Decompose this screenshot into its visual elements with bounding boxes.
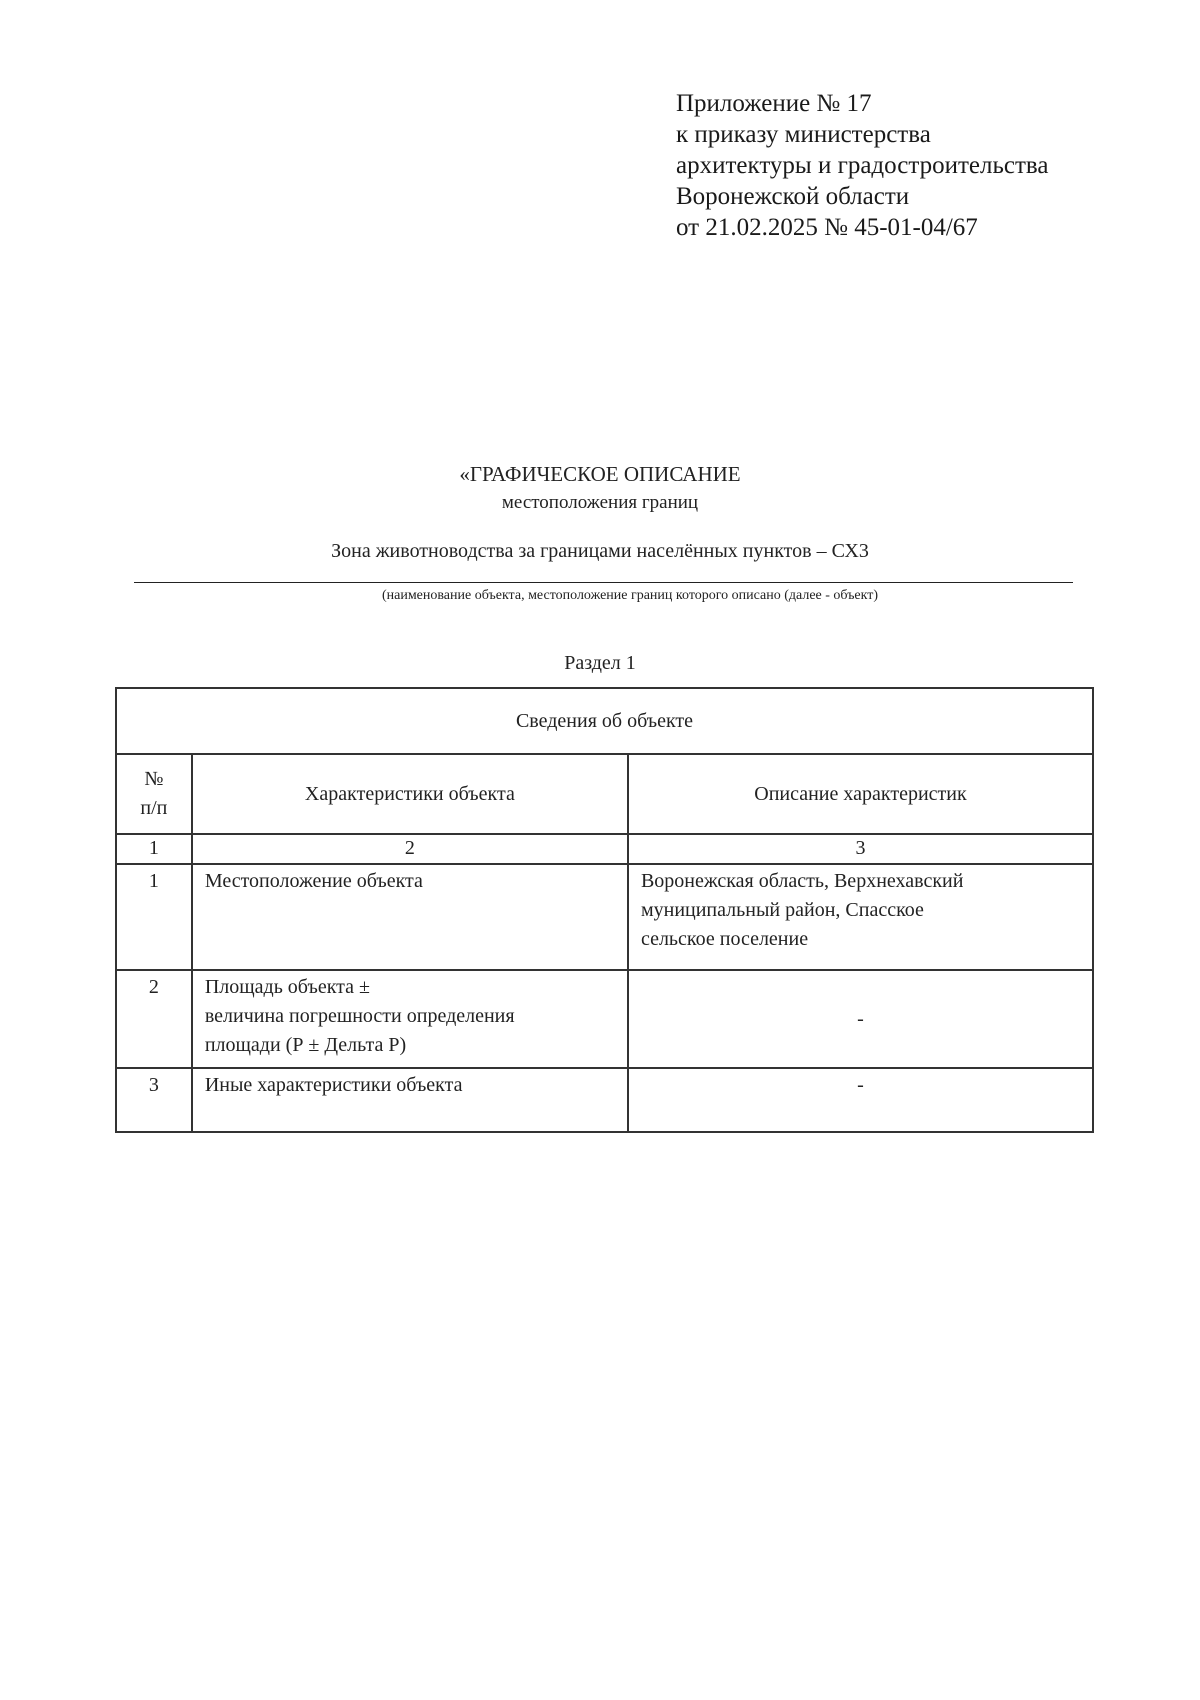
- table-row: [116, 864, 1093, 970]
- column-index-row: [116, 834, 1093, 864]
- appendix-line: к приказу министерства: [676, 121, 931, 148]
- row-description: -: [628, 1068, 1093, 1132]
- column-index: 1: [116, 834, 192, 864]
- cell-line: сельское поселение: [640, 928, 809, 950]
- appendix-line: Приложение № 17: [676, 90, 872, 117]
- cell-line: площади (Р ± Дельта Р): [204, 1034, 407, 1056]
- row-number: 2: [116, 970, 192, 1068]
- object-name-underline: [134, 582, 1073, 583]
- row-characteristic: [192, 864, 628, 970]
- cell-line: Воронежская область, Верхнехавский: [640, 870, 964, 892]
- column-index: 2: [192, 834, 628, 864]
- row-description: [628, 864, 1093, 970]
- cell-line: Иные характеристики объекта: [204, 1074, 463, 1096]
- appendix-line: архитектуры и градостроительства: [676, 152, 1049, 179]
- row-characteristic: [192, 1068, 628, 1132]
- header-characteristic: Характеристики объекта: [192, 754, 628, 834]
- object-info-table: [115, 687, 1094, 1133]
- table-row: [116, 1068, 1093, 1132]
- column-index: 3: [628, 834, 1093, 864]
- cell-line: муниципальный район, Спасское: [640, 899, 924, 921]
- object-name: Зона животноводства за границами населённых пунктов – СХ3: [331, 540, 869, 562]
- row-number: 1: [116, 864, 192, 970]
- cell-line: величина погрешности определения: [204, 1005, 515, 1027]
- table-caption: Сведения об объекте: [116, 688, 1093, 754]
- appendix-line: от 21.02.2025 № 45-01-04/67: [676, 214, 978, 241]
- header-number-symbol: №: [144, 768, 164, 790]
- header-number: [116, 754, 192, 834]
- table-row: [116, 970, 1093, 1068]
- document-subtitle: местоположения границ: [501, 492, 699, 513]
- object-caption: (наименование объекта, местоположение границ которого описано (далее - объект): [381, 588, 879, 603]
- row-number: 3: [116, 1068, 192, 1132]
- header-number-abbr: п/п: [140, 797, 168, 819]
- appendix-line: Воронежской области: [676, 183, 910, 210]
- cell-line: Площадь объекта ±: [204, 976, 370, 998]
- section-label: Раздел 1: [564, 652, 636, 674]
- appendix-header: [676, 88, 1048, 243]
- row-description: -: [628, 970, 1093, 1068]
- cell-line: Местоположение объекта: [204, 870, 423, 892]
- header-description: Описание характеристик: [628, 754, 1093, 834]
- document-title: «ГРАФИЧЕСКОЕ ОПИСАНИЕ: [459, 462, 741, 486]
- row-characteristic: [192, 970, 628, 1068]
